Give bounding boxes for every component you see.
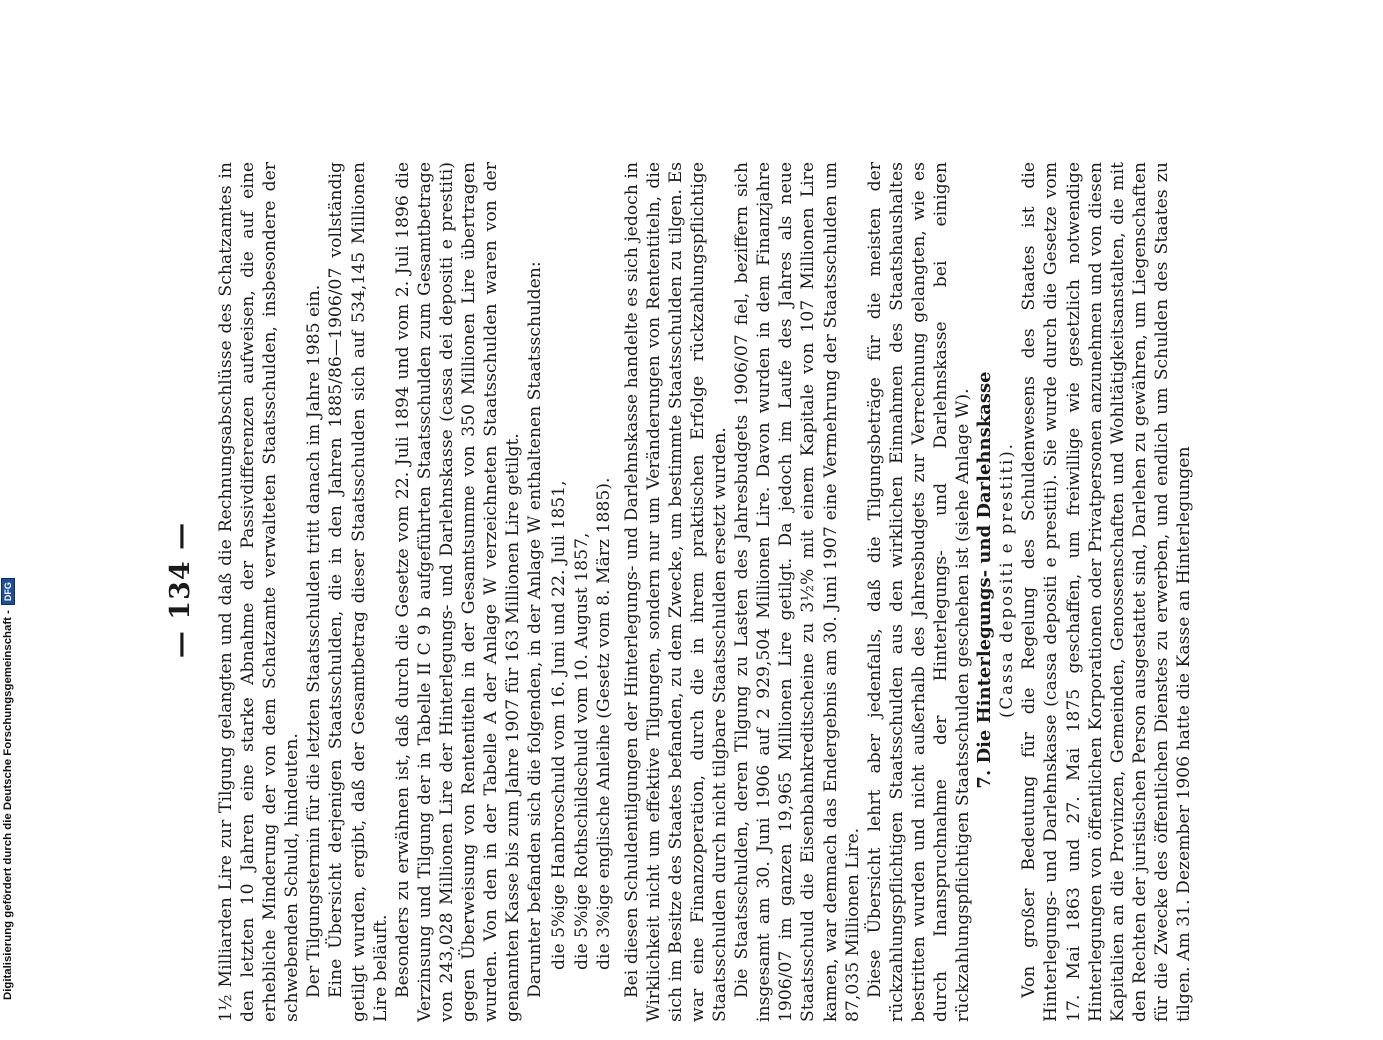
list-item: die 3%ige englische Anleihe (Gesetz vom 8. März 1885). (593, 477, 614, 970)
section-title: 7. Die Hinterlegungs- und Darlehnskasse (974, 371, 996, 789)
dfg-logo-icon: DFG (1, 578, 15, 605)
list-item: die 5%ige Hanbroschuld vom 16. Juni und 22. Juli 1851, (549, 480, 570, 970)
paragraph-1: 1½ Milliarden Lire zur Tilgung gelangten und daß die Rechnungsabschlüsse des Schatzamtes in den letzten 10 Jahren eine starke Abnahme der Passivdifferenzen aufweisen, die auf eine erhebliche Minderung der von dem Schatzamte verwalteten Staatsschulden, insbesondere der schwebenden Schuld, hindeuten. (216, 162, 303, 1022)
list-item: die 5%ige Rothschildschuld vom 10. August 1857, (571, 532, 592, 970)
page-number: — 134 — (165, 521, 196, 659)
digitization-note-text: Digitalisierung gefördert durch die Deutsche Forschungsgemeinschaft - (2, 610, 14, 1000)
paragraph-7: Die Staatsschulden, deren Tilgung zu Lasten des Jahresbudgets 1906/07 fiel, beziffern sich insgesamt am 30. Juni 1906 auf 2 929,504 Millionen Lire. Davon wurden in dem Finanzjahre 1906/07 im ganzen 19,965 Millionen Lire getilgt. Da jedoch im Laufe des Jahres als neue Staatsschuld die Eisenbahnkreditscheine zu 3½% mit einem Kapitale von 107 Millionen Lire kamen, war demnach das Endergebnis am 30. Juni 1907 eine Vermehrung der Staatsschulden um 87,035 Millionen Lire. (732, 162, 863, 1022)
paragraph-2: Der Tilgungstermin für die letzten Staatsschulden tritt danach im Jahre 1985 ein. (304, 284, 325, 998)
paragraph-3: Eine Übersicht derjenigen Staatsschulden, die in den Jahren 1885/86—1906/07 vollständig getilgt wurden, ergibt, daß der Gesamtbetrag dieser Staatsschulden sich auf 534,145 Millionen Lire beläuft. (326, 162, 391, 1022)
digitization-note (0, 0, 16, 1000)
paragraph-6: Bei diesen Schuldentilgungen der Hinterlegungs- und Darlehnskasse handelte es sich jedoch in Wirklichkeit nicht um effektive Tilgungen, sondern nur um Veränderungen von Rententiteln, die sich im Besitze des Staates befanden, zu dem Zwecke, um bestimmte Staatsschulden zu tilgen. Es war eine Finanzoperation, durch die in ihrem praktischen Erfolge rückzahlungspflichtige Staatsschulden durch nicht tilgbare Staatsschulden ersetzt wurden. (621, 162, 731, 1022)
debt-list (548, 162, 614, 1022)
section-subtitle: (Cassa depositi e prestiti). (997, 442, 1017, 718)
paragraph-9: Von großer Bedeutung für die Regelung des Schuldenwesens des Staates ist die Hinterlegungs- und Darlehnskasse (cassa depositi e prestiti). Sie wurde durch die Gesetze vom 17. Mai 1863 und 27. Mai 1875 geschaffen, um freiwillige wie gesetzlich notwendige Hinterlegungen von öffentlichen Korporationen oder Privatpersonen anzunehmen und von diesen Kapitalien an die Provinzen, Gemeinden, Genossenschaften und Wohltätigkeitsanstalten, die mit den Rechten der juristischen Person ausgestattet sind, Darlehen zu gewähren, um Liegenschaften für die Zwecke des öffentlichen Dienstes zu erwerben, und endlich um Schulden des Staates zu tilgen. Am 31. Dezember 1906 hatte die Kasse an Hinterlegungen (1019, 162, 1195, 1022)
document-page (145, 160, 1225, 1040)
paragraph-8: Diese Übersicht lehrt aber jedenfalls, daß die Tilgungsbeträge für die meisten der rückzahlungspflichtigen Staatsschulden aus den wirklichen Einnahmen des Staatshaushaltes bestritten wurden und nicht außerhalb des Jahresbudgets zur Verrechnung gelangten, wie es durch Inanspruchnahme der Hinterlegungs- und Darlehnskasse bei einigen rückzahlungspflichtigen Staatsschulden geschehen ist (siehe Anlage W). (864, 162, 974, 1022)
paragraph-5: Darunter befanden sich die folgenden, in der Anlage W enthaltenen Staatsschulden: (525, 261, 546, 998)
paragraph-4: Besonders zu erwähnen ist, daß durch die Gesetze vom 22. Juli 1894 und vom 2. Juli 1896 die Verzinsung und Tilgung der in Tabelle II C 9 b aufgeführten Staatsschulden zum Gesamtbetrage von 243,028 Millionen Lire der Hinterlegungs- und Darlehnskasse (cassa dei depositi e prestiti) gegen Überweisung von Rententiteln in der Gesamtsumme von 350 Millionen Lire übertragen wurden. Von den in der Tabelle A der Anlage W verzeichneten Staatsschulden waren von der genannten Kasse bis zum Jahre 1907 für 163 Millionen Lire getilgt. (392, 162, 524, 1022)
body-text (215, 162, 1195, 1022)
